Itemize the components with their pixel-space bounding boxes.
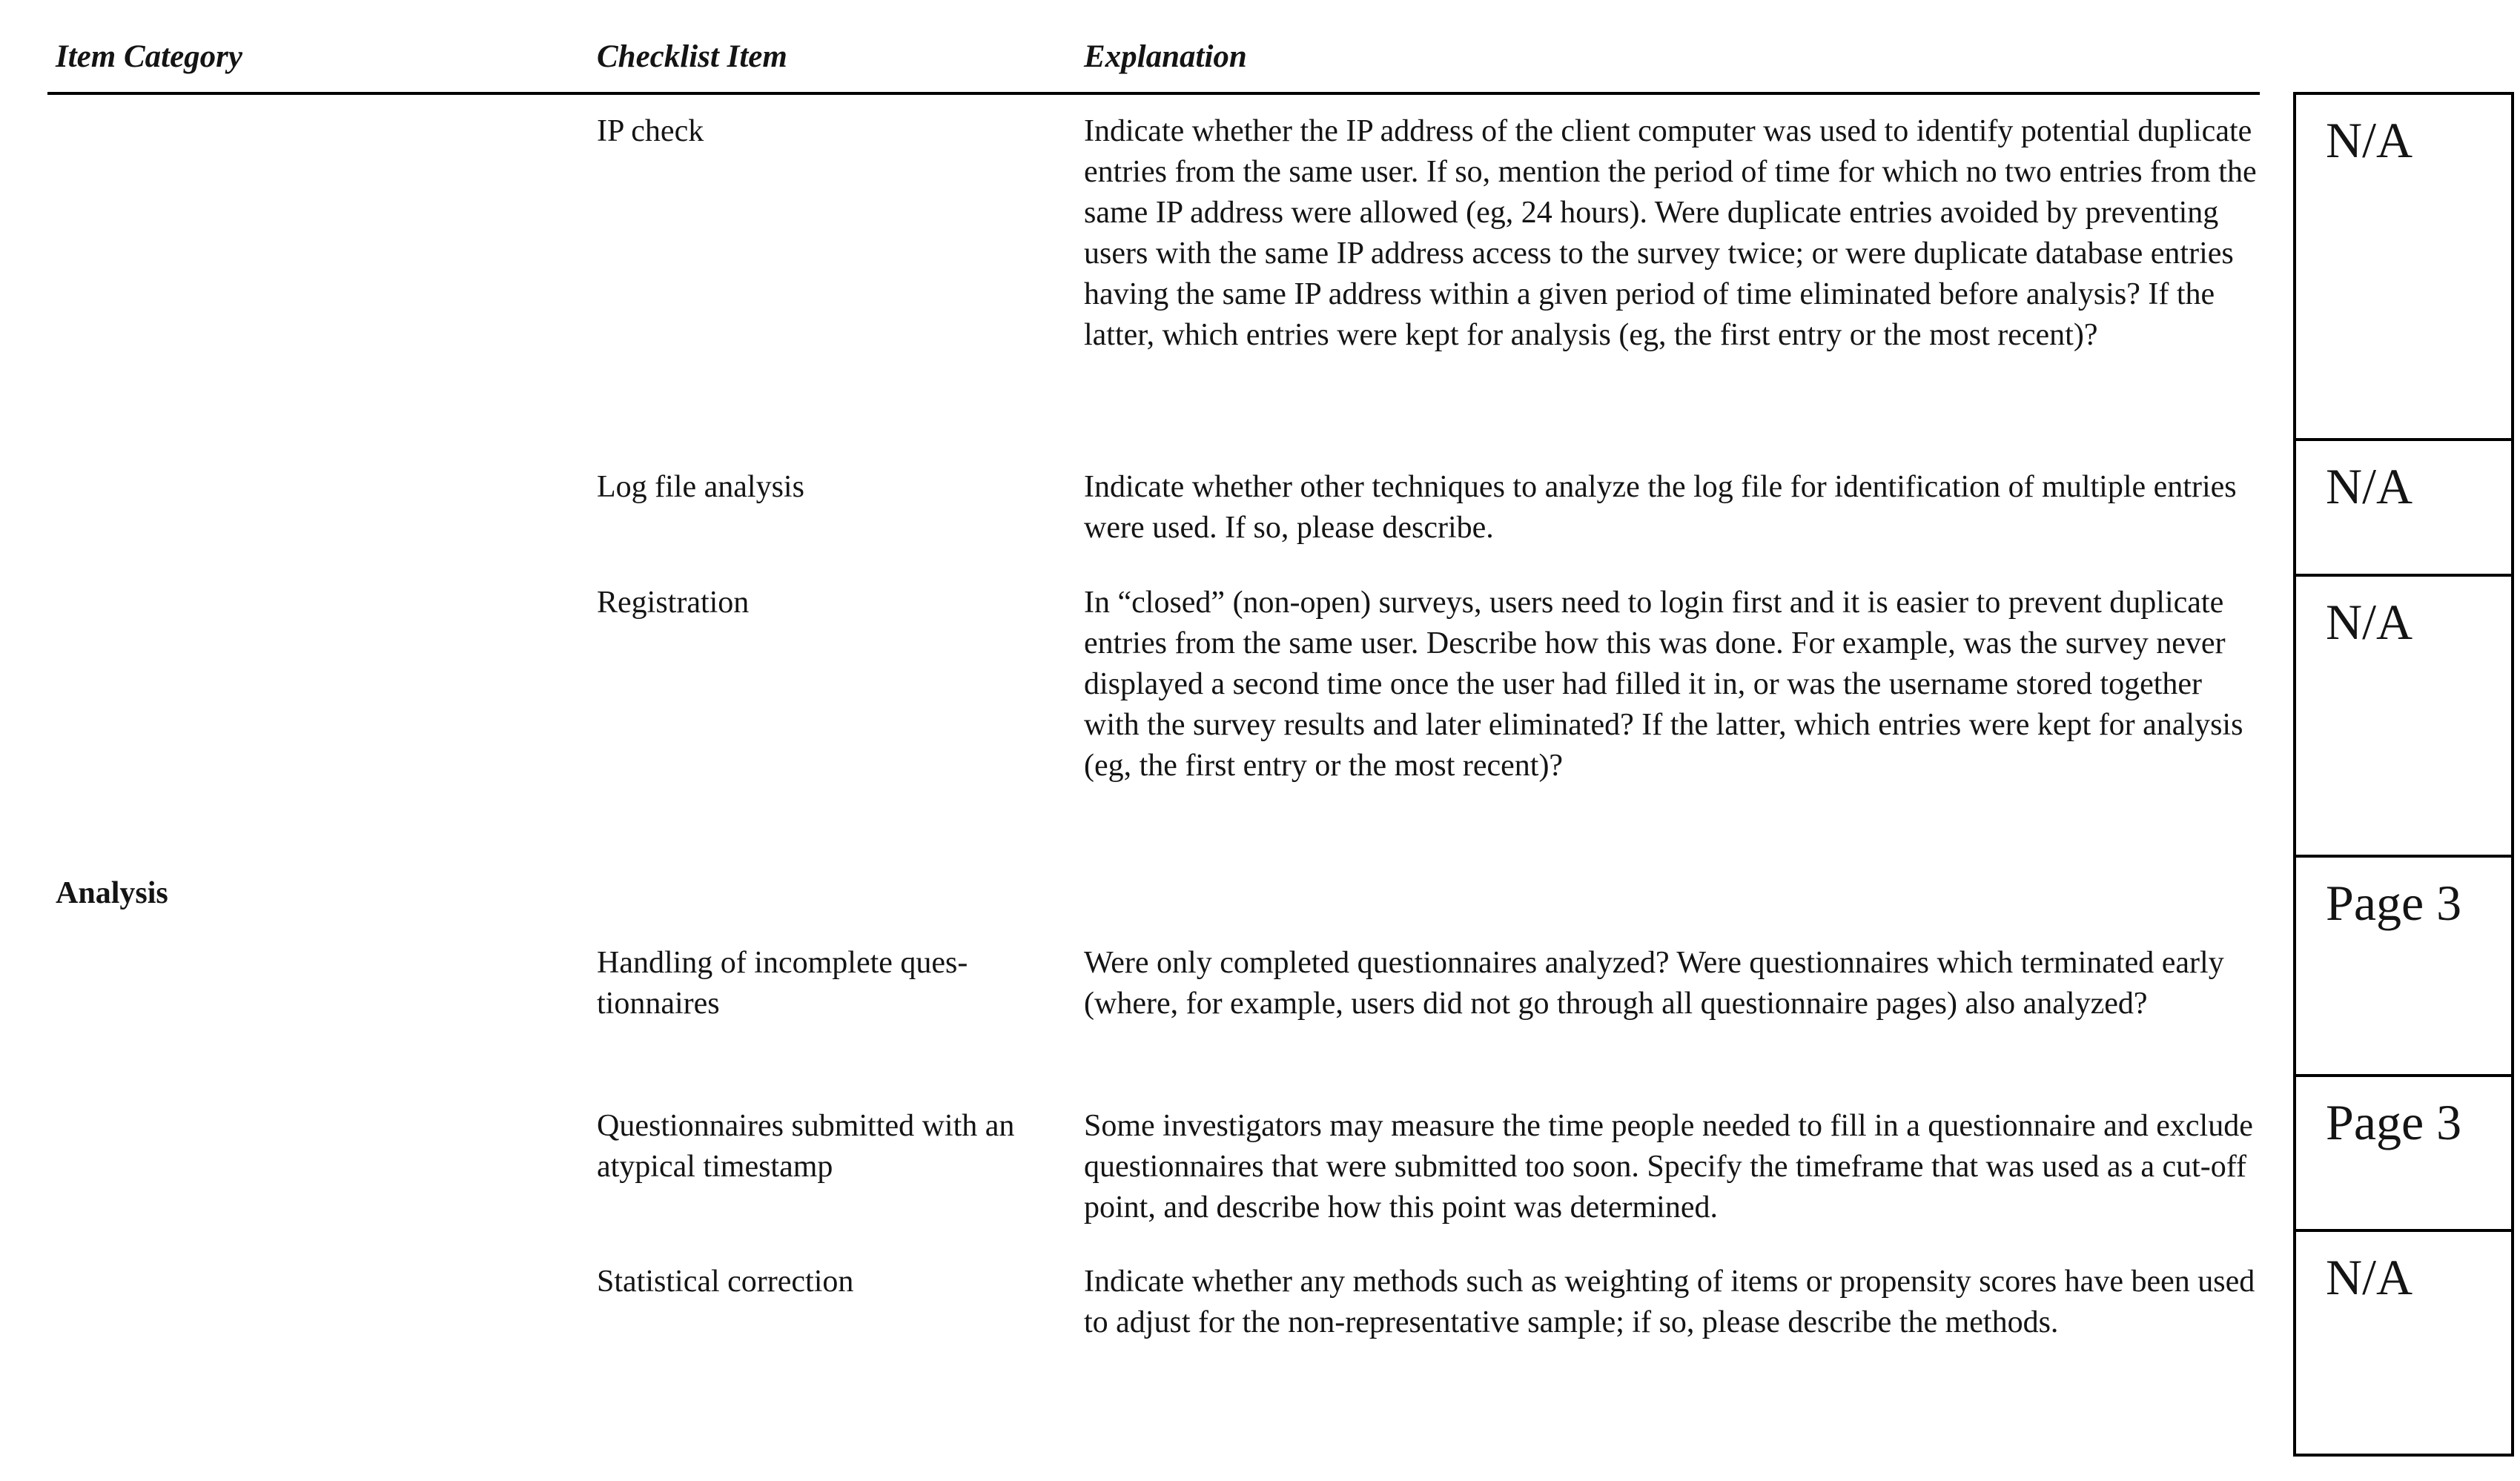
annotation-box [2293, 855, 2514, 1077]
checklist-item-cell: Handling of incomplete questionnaires [597, 946, 968, 1021]
annotation-box [2293, 438, 2514, 577]
table-row [597, 1106, 2260, 1228]
header-rule [47, 92, 2260, 95]
header-item-category: Item Category [56, 39, 242, 74]
checklist-item-cell: Questionnaires submitted with an atypical timestamp [597, 1109, 1015, 1184]
table-row [597, 583, 2260, 786]
annotation-value: Page 3 [2326, 1094, 2462, 1150]
annotation-box [2293, 1229, 2514, 1457]
header-explanation: Explanation [1084, 39, 1247, 74]
explanation-cell: Indicate whether other techniques to analyze the log file for identification of multiple entries were used. If so, please describe. [1084, 470, 2237, 545]
checklist-item-cell: Registration [597, 586, 750, 620]
annotation-value: N/A [2326, 594, 2413, 650]
annotation-value: N/A [2326, 458, 2413, 514]
annotation-box [2293, 574, 2514, 858]
explanation-cell: Indicate whether any methods such as weighting of items or propensity scores have been used to adjust for the non-representative sample; if so, please describe the methods. [1084, 1265, 2255, 1339]
explanation-cell: In “closed” (non-open) surveys, users need to login first and it is easier to prevent duplicate entries from the same user. Describe how this was done. For example, was the survey never displayed a second time once the user had filled it in, or was the username stored together with the survey results and later eliminated? If the latter, which entries were kept for analysis (eg, the first entry or the most recent)? [1084, 586, 2243, 783]
header-checklist-item: Checklist Item [597, 39, 787, 74]
annotation-value: Page 3 [2326, 875, 2462, 931]
checklist-item-cell: Log file analysis [597, 470, 804, 504]
annotation-value: N/A [2326, 1249, 2413, 1305]
category-label: Analysis [56, 876, 168, 910]
annotation-box [2293, 1074, 2514, 1232]
annotation-column [2293, 92, 2514, 1457]
checklist-item-cell: Statistical correction [597, 1265, 854, 1299]
table-row [597, 943, 2260, 1024]
annotation-box [2293, 92, 2514, 441]
explanation-cell: Were only completed questionnaires analyzed? Were questionnaires which terminated early (where, for example, users did not go through all questionnaire pages) also analyzed? [1084, 946, 2224, 1021]
annotation-value: N/A [2326, 112, 2413, 168]
checklist-item-cell: IP check [597, 114, 704, 148]
table-row [597, 111, 2260, 356]
explanation-cell: Indicate whether the IP address of the client computer was used to identify potential duplicate entries from the same user. If so, mention the period of time for which no two entries from the same IP address were allowed (eg, 24 hours). Were duplicate entries avoided by preventing users with the same IP address access to the survey twice; or were duplicate database entries having the same IP address within a given period of time eliminated before analysis? If the latter, which entries were kept for analysis (eg, the first entry or the most recent)? [1084, 114, 2257, 352]
explanation-cell: Some investigators may measure the time people needed to fill in a questionnaire and exclude questionnaires that were submitted too soon. Specify the timeframe that was used as a cut-off point, and describe how this point was determined. [1084, 1109, 2253, 1225]
table-row [597, 467, 2260, 549]
table-row [597, 1262, 2260, 1343]
